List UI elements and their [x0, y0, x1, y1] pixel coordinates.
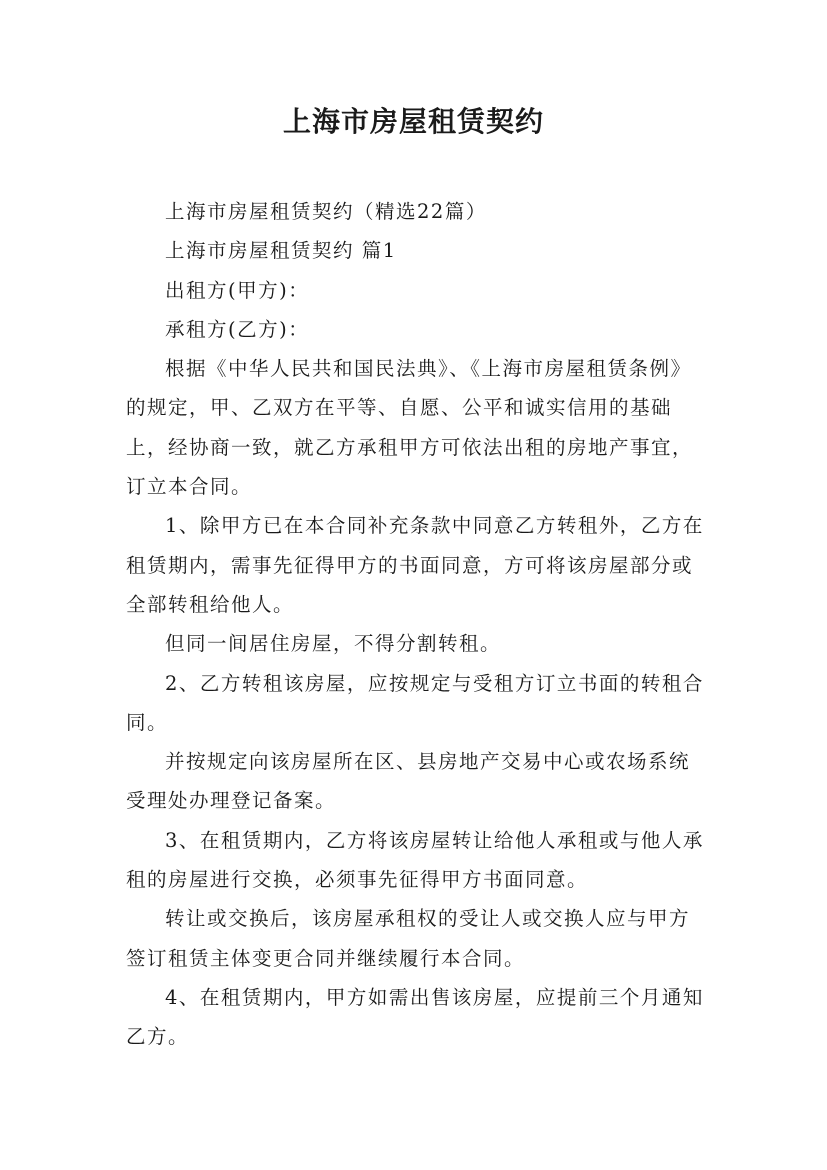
paragraph: 但同一间居住房屋，不得分割转租。 [165, 632, 502, 656]
paragraph: 上海市房屋租赁契约 篇1 [165, 239, 397, 263]
paragraph: 3、在租赁期内，乙方将该房屋转让给他人承租或与他人承租的房屋进行交换，必须事先征得甲方书面同意。 [126, 828, 704, 892]
paragraph: 出租方(甲方)： [165, 278, 310, 302]
paragraph: 4、在租赁期内，甲方如需出售该房屋，应提前三个月通知乙方。 [126, 985, 704, 1049]
document-title: 上海市房屋租赁契约 [282, 105, 544, 138]
paragraph: 转让或交换后，该房屋承租权的受让人或交换人应与甲方签订租赁主体变更合同并继续履行本合同。 [126, 907, 691, 970]
paragraph: 2、乙方转租该房屋，应按规定与受租方订立书面的转租合同。 [126, 671, 704, 734]
paragraph: 根据《中华人民共和国民法典》、《上海市房屋租赁条例》的规定，甲、乙双方在平等、自愿、公平和诚实信用的基础上，经协商一致，就乙方承租甲方可依法出租的房地产事宜，订立本合同。 [126, 357, 694, 499]
document-body [126, 192, 706, 1057]
paragraph: 承租方(乙方)： [165, 317, 310, 341]
paragraph: 1、除甲方已在本合同补充条款中同意乙方转租外，乙方在租赁期内，需事先征得甲方的书面同意，方可将该房屋部分或全部转租给他人。 [126, 514, 704, 616]
paragraph: 上海市房屋租赁契约（精选22篇） [165, 200, 487, 223]
paragraph: 并按规定向该房屋所在区、县房地产交易中心或农场系统受理处办理登记备案。 [126, 750, 691, 813]
